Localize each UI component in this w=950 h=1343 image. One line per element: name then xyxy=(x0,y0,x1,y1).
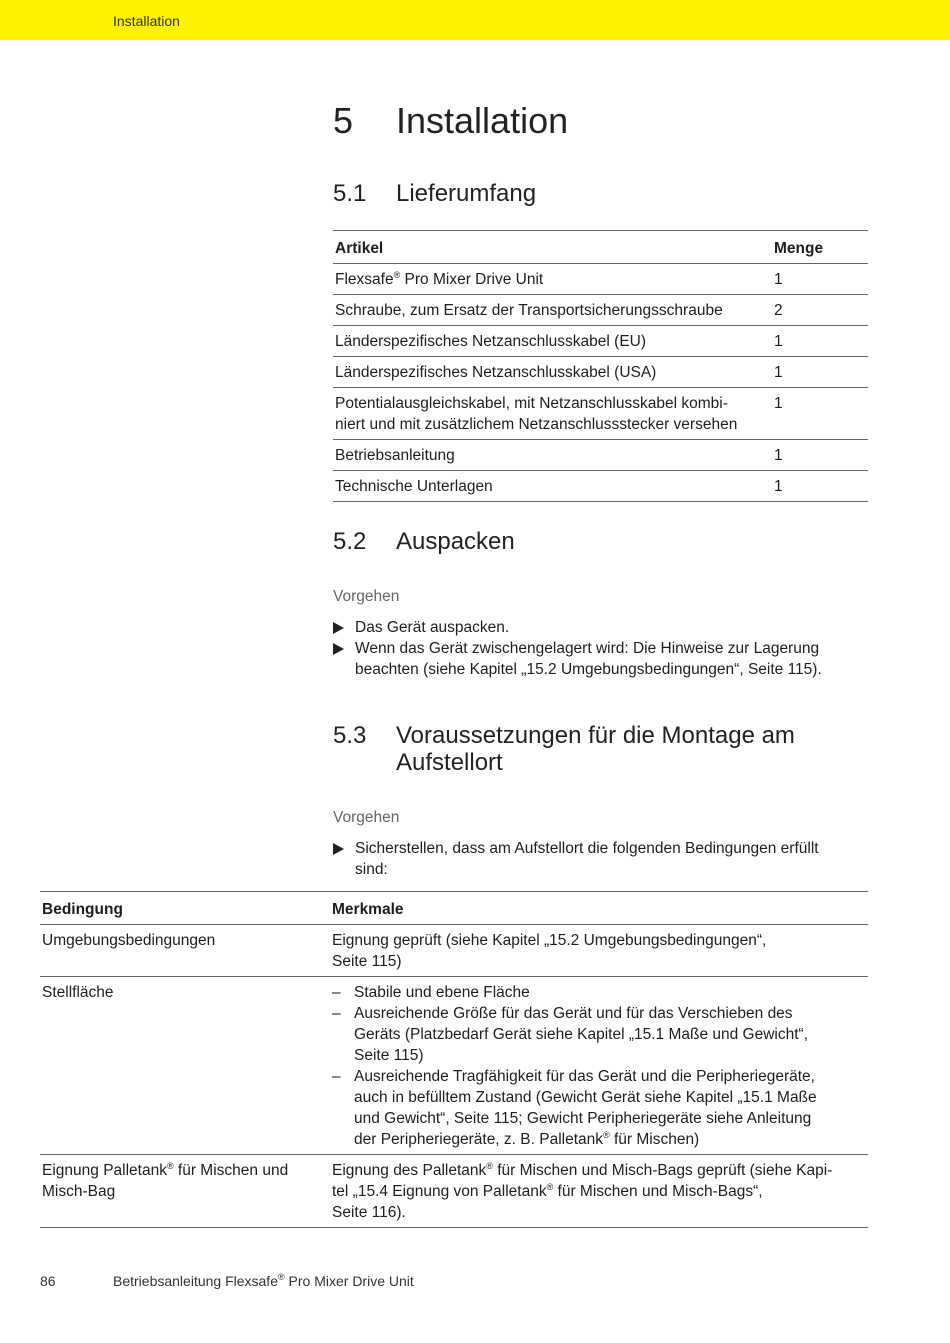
section-title: Auspacken xyxy=(396,528,515,555)
table-row xyxy=(333,357,868,388)
step-item: Das Gerät auspacken. xyxy=(333,617,868,638)
item-cell: Technische Unterlagen xyxy=(333,471,772,502)
qty-cell: 1 xyxy=(772,357,868,388)
section-number: 5.1 xyxy=(333,180,367,207)
footer-document-title: Betriebsanleitung Flexsafe® Pro Mixer Drive Unit xyxy=(113,1272,414,1289)
column-header-merkmale: Merkmale xyxy=(330,892,868,925)
chapter-title-text: Installation xyxy=(396,100,569,141)
qty-cell: 1 xyxy=(772,440,868,471)
section-title: Lieferumfang xyxy=(396,180,537,207)
triangle-arrow-icon xyxy=(333,622,344,634)
list-item: – Ausreichende Tragfähigkeit für das Gerät und die Peripheriegeräte, auch in befülltem Zustand (Gewicht Gerät siehe Kapitel „15.1 Maße und Gewicht“, Seite 115; Gewicht Peripheriegeräte siehe Anleitung der Peripheriegeräte, z. B. Palletank® für Mischen) xyxy=(332,1068,817,1148)
condition-cell: Stellfläche xyxy=(40,977,330,1155)
list-item: – Stabile und ebene Fläche xyxy=(332,984,530,1001)
registered-mark: ® xyxy=(166,1161,174,1171)
table-row xyxy=(333,471,868,502)
table-row xyxy=(333,388,868,440)
qty-cell: 1 xyxy=(772,388,868,440)
step-item: Sicherstellen, dass am Aufstellort die folgenden Bedingungen erfüllt sind: xyxy=(333,838,868,880)
section-number: 5.2 xyxy=(333,528,367,555)
registered-mark: ® xyxy=(546,1182,554,1192)
feature-cell xyxy=(330,977,868,1155)
table-row xyxy=(333,326,868,357)
triangle-arrow-icon xyxy=(333,643,344,655)
procedure-subheading: Vorgehen xyxy=(333,809,400,826)
section-5-1-heading xyxy=(333,180,866,208)
item-cell: Flexsafe® Pro Mixer Drive Unit xyxy=(333,264,772,295)
section-title: Voraussetzungen für die Montage am Aufstellort xyxy=(396,722,795,776)
column-header-bedingung: Bedingung xyxy=(40,892,330,925)
procedure-steps xyxy=(333,617,868,680)
item-cell: Schraube, zum Ersatz der Transportsicherungsschraube xyxy=(333,295,772,326)
registered-mark: ® xyxy=(603,1130,610,1140)
item-cell: Länderspezifisches Netzanschlusskabel (USA) xyxy=(333,357,772,388)
condition-cell: Umgebungsbedingungen xyxy=(40,925,330,977)
table-header-row xyxy=(40,892,868,925)
column-header-menge: Menge xyxy=(772,231,868,264)
item-cell: Betriebsanleitung xyxy=(333,440,772,471)
list-item: – Ausreichende Größe für das Gerät und für das Verschieben des Geräts (Platzbedarf Gerät siehe Kapitel „15.1 Maße und Gewicht“, Seite 115) xyxy=(332,1005,809,1064)
table-row xyxy=(333,440,868,471)
section-number: 5.3 xyxy=(333,722,367,749)
page-number: 86 xyxy=(40,1273,56,1289)
chapter-number: 5 xyxy=(333,100,354,141)
table-row xyxy=(40,1155,868,1228)
section-5-3-heading xyxy=(333,722,866,776)
qty-cell: 1 xyxy=(772,264,868,295)
condition-cell: Eignung Palletank® für Mischen und Misch-Bag xyxy=(40,1155,330,1228)
step-item: Wenn das Gerät zwischengelagert wird: Die Hinweise zur Lagerung beachten (siehe Kapitel „15.2 Umgebungsbedingungen“, Seite 115). xyxy=(333,638,868,680)
registered-mark: ® xyxy=(486,1161,493,1171)
registered-mark: ® xyxy=(278,1272,285,1282)
table-row xyxy=(333,295,868,326)
registered-mark: ® xyxy=(393,270,401,280)
conditions-table xyxy=(40,891,868,1228)
feature-cell: Eignung geprüft (siehe Kapitel „15.2 Umgebungsbedingungen“, Seite 115) xyxy=(330,925,868,977)
table-row xyxy=(40,925,868,977)
triangle-arrow-icon xyxy=(333,843,344,855)
delivery-scope-table xyxy=(333,230,868,502)
item-cell: Potentialausgleichskabel, mit Netzanschlusskabel kombi- niert und mit zusätzlichem Netzanschlussstecker versehen xyxy=(333,388,772,440)
qty-cell: 1 xyxy=(772,326,868,357)
feature-cell: Eignung des Palletank® für Mischen und Misch-Bags geprüft (siehe Kapi- tel „15.4 Eignung von Palletank® für Mischen und Misch-Bags“, Seite 116). xyxy=(330,1155,868,1228)
column-header-artikel: Artikel xyxy=(333,231,772,264)
feature-list xyxy=(332,982,866,1150)
procedure-subheading: Vorgehen xyxy=(333,588,400,605)
table-row xyxy=(333,264,868,295)
chapter-title xyxy=(333,100,568,142)
procedure-steps xyxy=(333,838,868,880)
table-row xyxy=(40,977,868,1155)
header-section-title: Installation xyxy=(113,13,180,29)
qty-cell: 2 xyxy=(772,295,868,326)
qty-cell: 1 xyxy=(772,471,868,502)
header-bar xyxy=(0,0,950,40)
section-5-2-heading xyxy=(333,528,866,556)
table-header-row xyxy=(333,231,868,264)
item-cell: Länderspezifisches Netzanschlusskabel (EU) xyxy=(333,326,772,357)
